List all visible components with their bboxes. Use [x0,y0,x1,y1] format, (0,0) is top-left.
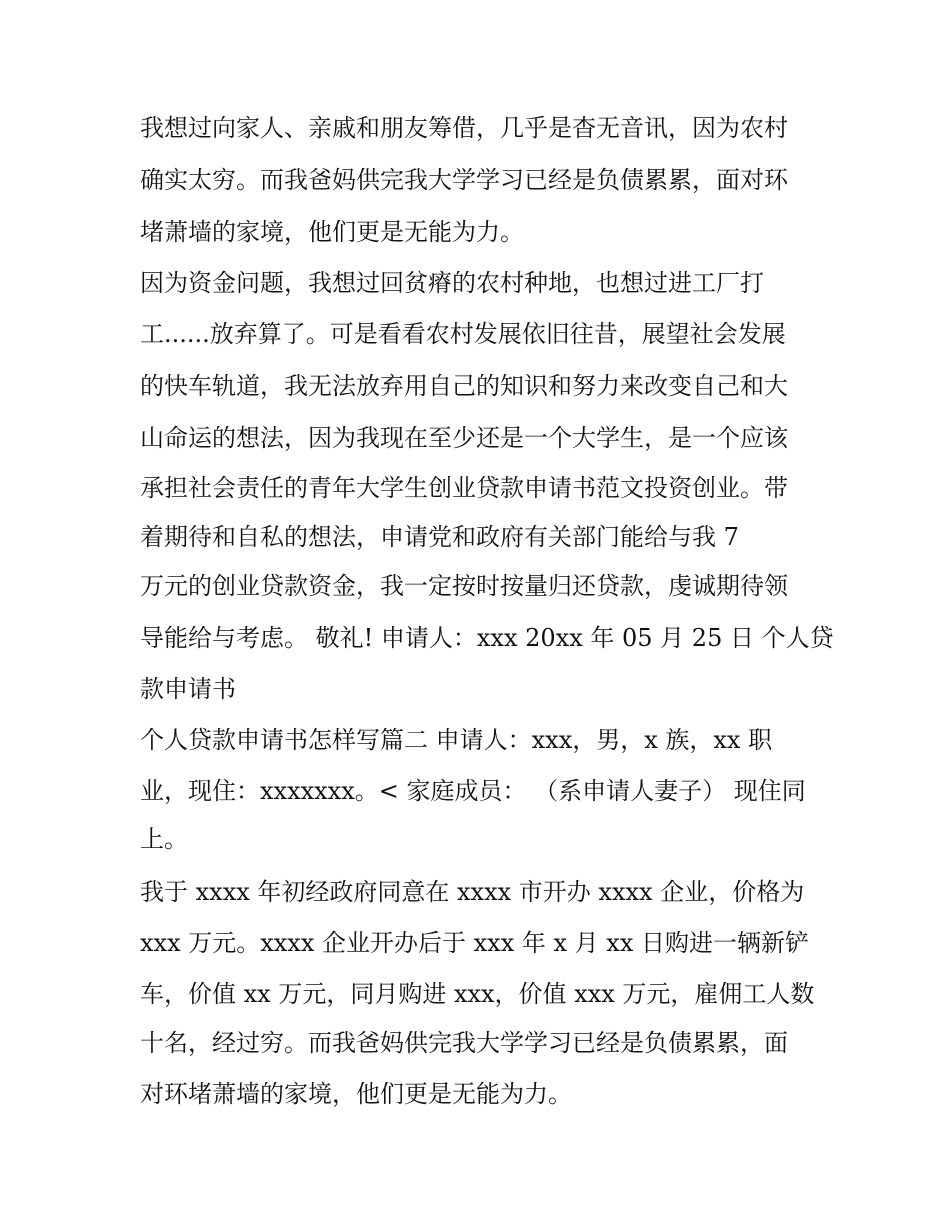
text-line-4: 因为资金问题，我想过回贫瘠的农村种地，也想过进工厂打 [140,269,764,297]
text-line-12: 款申请书 [140,675,236,703]
text-line-16: 我于 xxxx 年初经政府同意在 xxxx 市开办 xxxx 企业，价格为 [140,878,805,906]
text-line-10: 万元的创业贷款资金，我一定按时按量归还贷款，虔诚期待领 [140,572,788,600]
text-line-11: 导能给与考虑。 敬礼! 申请人：xxx 20xx 年 05 月 25 日 个人贷 [140,624,834,652]
text-line-3: 堵萧墙的家境，他们更是无能为力。 [140,218,524,246]
text-line-15: 上。 [140,825,188,853]
text-line-20: 对环堵萧墙的家境，他们更是无能为力。 [140,1080,572,1108]
text-line-9: 着期待和自私的想法，申请党和政府有关部门能给与我 7 [140,523,739,551]
text-line-7: 山命运的想法，因为我现在至少还是一个大学生，是一个应该 [140,424,788,452]
text-line-18: 车，价值 xx 万元，同月购进 xxx，价值 xxx 万元，雇佣工人数 [140,980,815,1008]
text-line-19: 十名，经过穷。而我爸妈供完我大学学习已经是负债累累，面 [140,1029,788,1057]
text-line-5: 工......放弃算了。可是看看农村发展依旧往昔，展望社会发展 [140,320,786,348]
text-line-14: 业，现住：xxxxxxx。< 家庭成员： （系申请人妻子） 现住同 [140,777,806,805]
text-line-6: 的快车轨道，我无法放弃用自己的知识和努力来改变自己和大 [140,372,788,400]
text-line-13: 个人贷款申请书怎样写篇二 申请人：xxx，男，x 族，xx 职 [140,726,773,754]
text-line-2: 确实太穷。而我爸妈供完我大学学习已经是负债累累，面对环 [140,166,788,194]
text-line-17: xxx 万元。xxxx 企业开办后于 xxx 年 x 月 xx 日购进一辆新铲 [140,929,809,957]
text-line-8: 承担社会责任的青年大学生创业贷款申请书范文投资创业。带 [140,474,788,502]
text-line-1: 我想过向家人、亲戚和朋友筹借，几乎是杳无音讯，因为农村 [140,114,788,142]
